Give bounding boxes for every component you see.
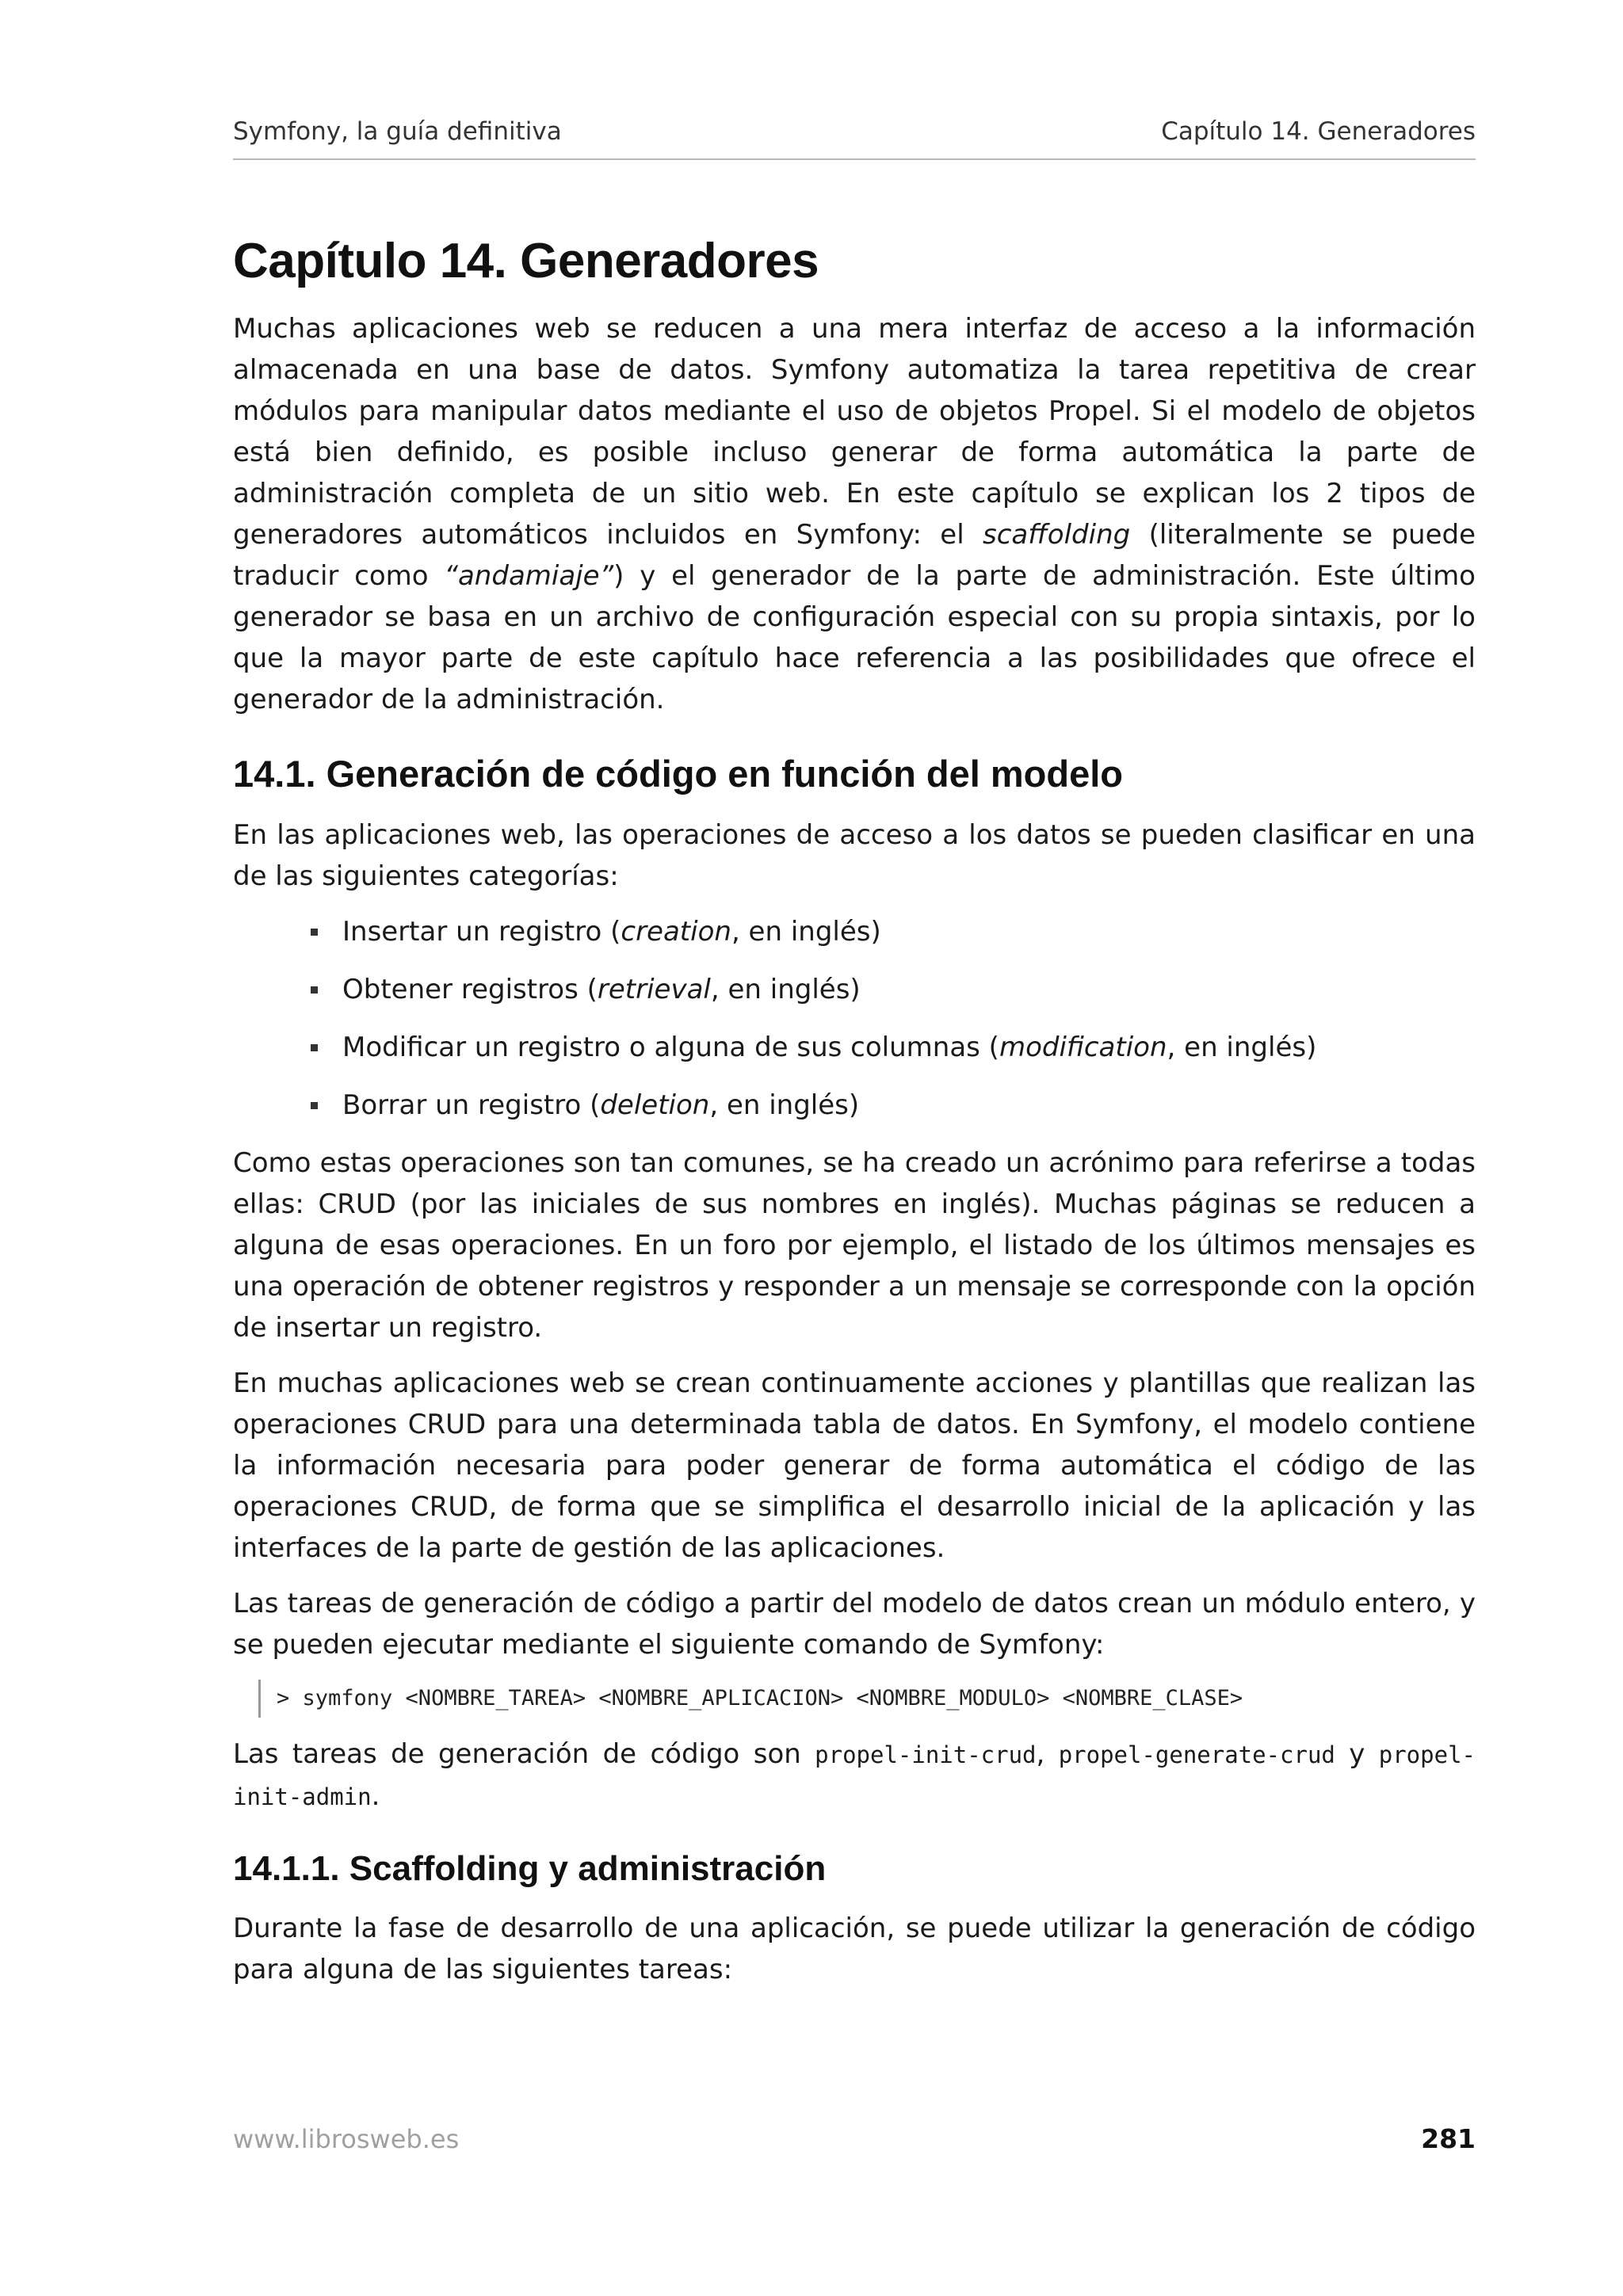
paragraph: En muchas aplicaciones web se crean continuamente acciones y plantillas que realizan las operaciones CRUD para una determinada tabla de datos. En Symfony, el modelo contiene la información necesaria para poder generar de forma automática el código de las operaciones CRUD, de forma que se simplifica el desarrollo inicial de la aplicación y las interfaces de la parte de gestión de las aplicaciones.	[233, 1367, 1476, 1564]
intro-paragraph: Muchas aplicaciones web se reducen a una mera interfaz de acceso a la información almacenada en una base de datos. Symfony automatiza la tarea repetitiva de crear módulos para manipular datos mediante el uso de objetos Propel. Si el modelo de objetos está bien definido, es posible incluso generar de forma automática la parte de administración completa de un sitio web. En este capítulo se explican los 2 tipos de generadores automáticos incluidos en Symfony: el scaffolding (literalmente se puede traducir como “andamiaje”) y el generador de la parte de administración. Este último generador se basa en un archivo de configuración especial con su propia sintaxis, por lo que la mayor parte de este capítulo hace referencia a las posibilidades que ofrece el generador de la administración.	[233, 313, 1476, 715]
paragraph: Las tareas de generación de código a partir del modelo de datos crean un módulo entero, y se pueden ejecutar mediante el siguiente comando de Symfony:	[233, 1588, 1476, 1661]
bullet-icon	[311, 1102, 318, 1109]
footer-site-link[interactable]: www.librosweb.es	[233, 2124, 460, 2154]
paragraph: Como estas operaciones son tan comunes, se ha creado un acrónimo para referirse a todas ellas: CRUD (por las iniciales de sus nombres en inglés). Muchas páginas se reducen a alguna de esas operaciones. En un foro por ejemplo, el listado de los últimos mensajes es una operación de obtener registros y responder a un mensaje se corresponde con la opción de insertar un registro.	[233, 1147, 1476, 1344]
running-header	[233, 117, 1476, 160]
running-chapter-title: Capítulo 14. Generadores	[1161, 117, 1476, 146]
chapter-title: Capítulo 14. Generadores	[233, 234, 819, 288]
bullet-icon	[311, 986, 318, 994]
bullet-icon	[311, 1044, 318, 1051]
list-item: Borrar un registro (deletion, en inglés)	[233, 1085, 1476, 1126]
list-item: Obtener registros (retrieval, en inglés)	[233, 969, 1476, 1010]
page-number: 281	[1421, 2123, 1476, 2154]
paragraph: Durante la fase de desarrollo de una aplicación, se puede utilizar la generación de código para alguna de las siguientes tareas:	[233, 1913, 1476, 1985]
command-block: > symfony <NOMBRE_TAREA> <NOMBRE_APLICACION> <NOMBRE_MODULO> <NOMBRE_CLASE>	[258, 1680, 1476, 1718]
crud-list	[233, 911, 1476, 1126]
list-item: Modificar un registro o alguna de sus columnas (modification, en inglés)	[233, 1027, 1476, 1068]
section-heading-14-1-1: 14.1.1. Scaffolding y administración	[233, 1849, 827, 1888]
paragraph: Las tareas de generación de código son propel-init-crud, propel-generate-crud y propel-init-admin.	[233, 1738, 1476, 1812]
list-item: Insertar un registro (creation, en inglés)	[233, 911, 1476, 952]
paragraph: En las aplicaciones web, las operaciones de acceso a los datos se pueden clasificar en una de las siguientes categorías:	[233, 819, 1476, 892]
page-content	[233, 233, 1476, 2004]
section-heading-14-1: 14.1. Generación de código en función del modelo	[233, 753, 1123, 795]
bullet-icon	[311, 929, 318, 936]
page-footer	[233, 2123, 1476, 2154]
book-title: Symfony, la guía definitiva	[233, 117, 562, 146]
